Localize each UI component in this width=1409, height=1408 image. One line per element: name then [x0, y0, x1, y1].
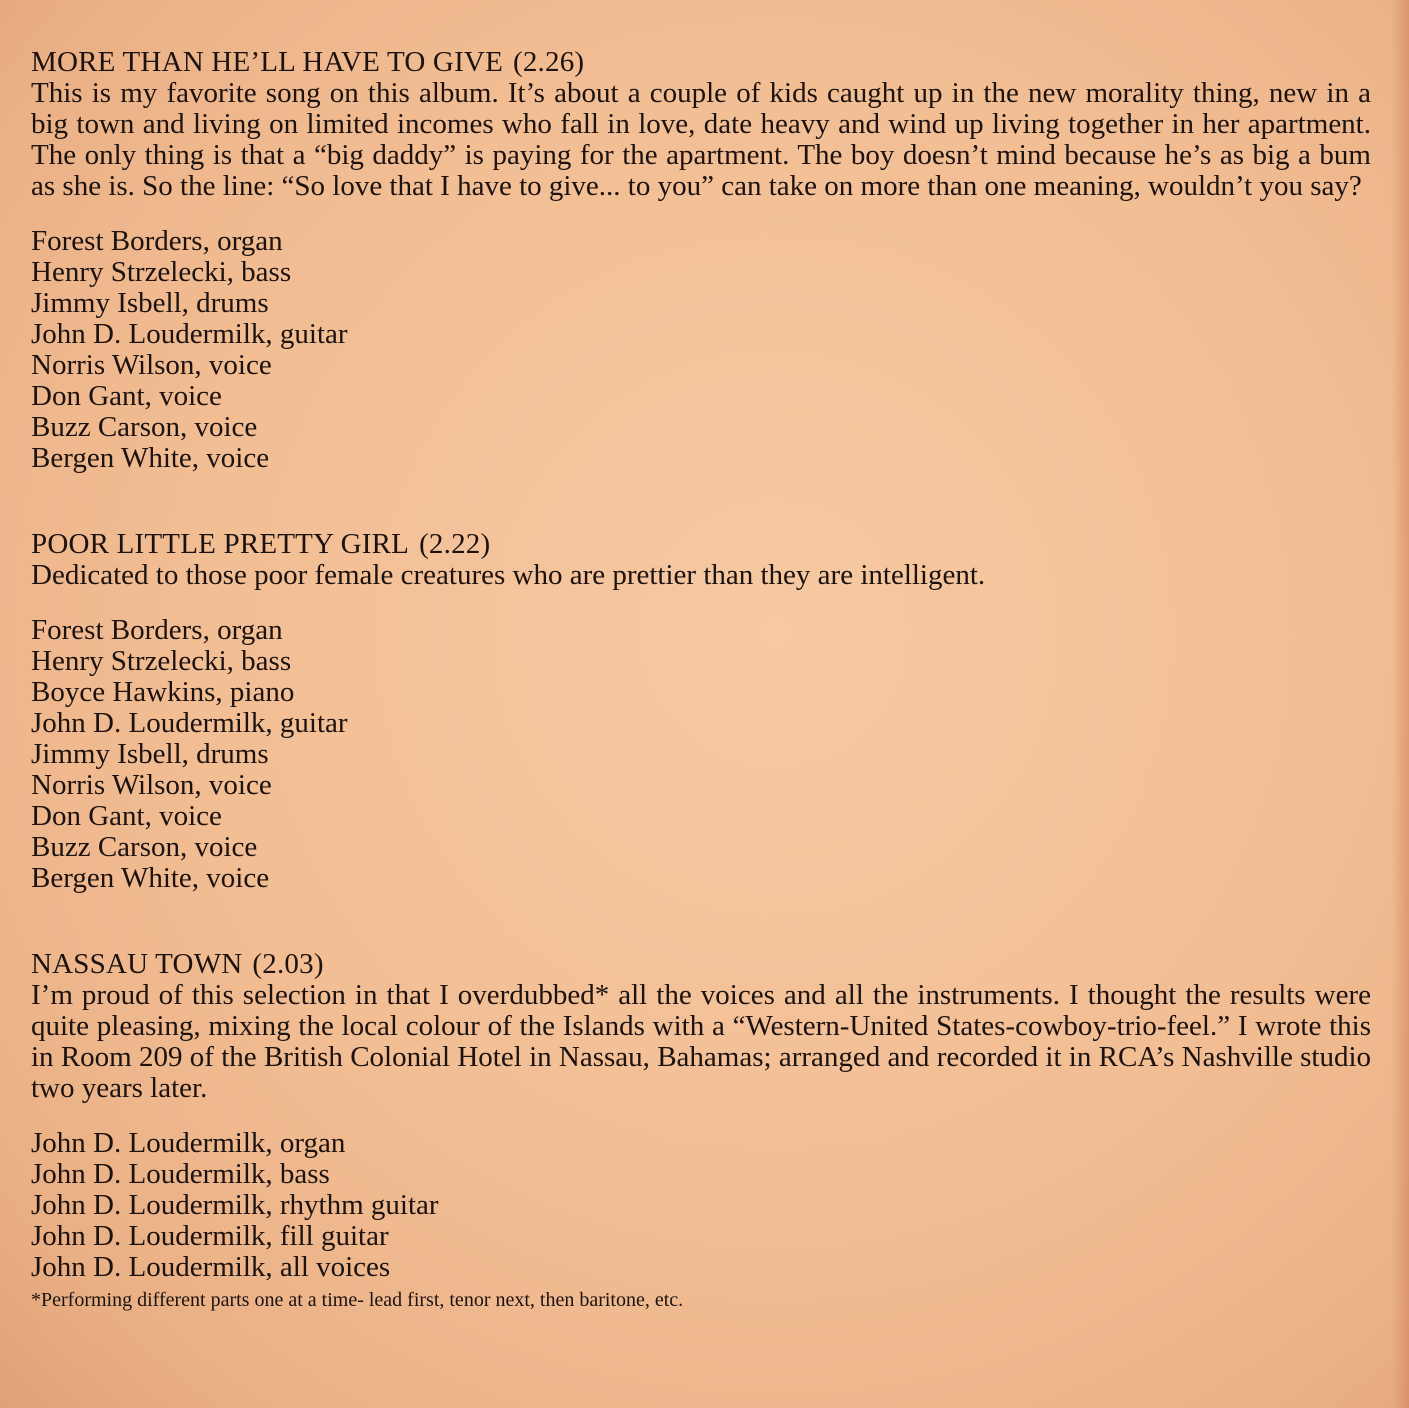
credit-item: Forest Borders, organ	[31, 225, 283, 257]
credit-item: John D. Loudermilk, bass	[31, 1158, 330, 1190]
credit-item: Boyce Hawkins, piano	[31, 676, 295, 708]
credit-item: Jimmy Isbell, drums	[31, 287, 269, 319]
credit-item: Buzz Carson, voice	[31, 411, 258, 443]
liner-notes-page	[31, 47, 1371, 1313]
credit-item: Norris Wilson, voice	[31, 349, 272, 381]
credit-item: Jimmy Isbell, drums	[31, 738, 269, 770]
page-edge-shadow	[1391, 0, 1409, 1408]
credit-item: Norris Wilson, voice	[31, 769, 272, 801]
song-section-2	[31, 529, 1371, 894]
footnote: *Performing different parts one at a time- lead first, tenor next, then baritone, etc.	[31, 1289, 684, 1311]
credit-item: John D. Loudermilk, fill guitar	[31, 1220, 389, 1252]
credits-list	[31, 615, 1371, 894]
credit-item: John D. Loudermilk, guitar	[31, 318, 348, 350]
credit-item: John D. Loudermilk, all voices	[31, 1251, 391, 1283]
credit-item: Forest Borders, organ	[31, 614, 283, 646]
song-heading	[31, 529, 1371, 560]
credit-item: Bergen White, voice	[31, 862, 270, 894]
credit-item: Don Gant, voice	[31, 800, 222, 832]
credit-item: John D. Loudermilk, organ	[31, 1127, 346, 1159]
song-section-1	[31, 47, 1371, 474]
credit-item: Bergen White, voice	[31, 442, 270, 474]
song-duration: (2.26)	[513, 46, 585, 78]
song-title: POOR LITTLE PRETTY GIRL	[31, 528, 410, 560]
credits-list	[31, 226, 1371, 474]
song-heading	[31, 47, 1371, 78]
song-description: I’m proud of this selection in that I overdubbed* all the voices and all the instruments. I thought the results were quite pleasing, mixing the local colour of the Islands with a “Western-United States-cowboy-trio-feel.” I wrote this in Room 209 of the British Colonial Hotel in Nassau, Bahamas; arranged and recorded it in RCA’s Nashville studio two years later.	[31, 979, 1371, 1104]
song-section-3	[31, 949, 1371, 1313]
credit-item: John D. Loudermilk, rhythm guitar	[31, 1189, 439, 1221]
song-title: MORE THAN HE’LL HAVE TO GIVE	[31, 46, 503, 78]
credit-item: Buzz Carson, voice	[31, 831, 258, 863]
song-duration: (2.22)	[419, 528, 491, 560]
song-heading	[31, 949, 1371, 980]
credit-item: Henry Strzelecki, bass	[31, 256, 292, 288]
song-title: NASSAU TOWN	[31, 948, 243, 980]
song-description: Dedicated to those poor female creatures who are prettier than they are intelligent.	[31, 559, 986, 591]
song-description: This is my favorite song on this album. It’s about a couple of kids caught up in the new morality thing, new in a big town and living on limited incomes who fall in love, date heavy and wind up living together in her apartment. The only thing is that a “big daddy” is paying for the apartment. The boy doesn’t mind because he’s as big a bum as she is. So the line: “So love that I have to give... to you” can take on more than one meaning, wouldn’t you say?	[31, 77, 1371, 202]
credits-list	[31, 1128, 1371, 1283]
credit-item: Don Gant, voice	[31, 380, 222, 412]
song-duration: (2.03)	[252, 948, 324, 980]
credit-item: Henry Strzelecki, bass	[31, 645, 292, 677]
credit-item: John D. Loudermilk, guitar	[31, 707, 348, 739]
